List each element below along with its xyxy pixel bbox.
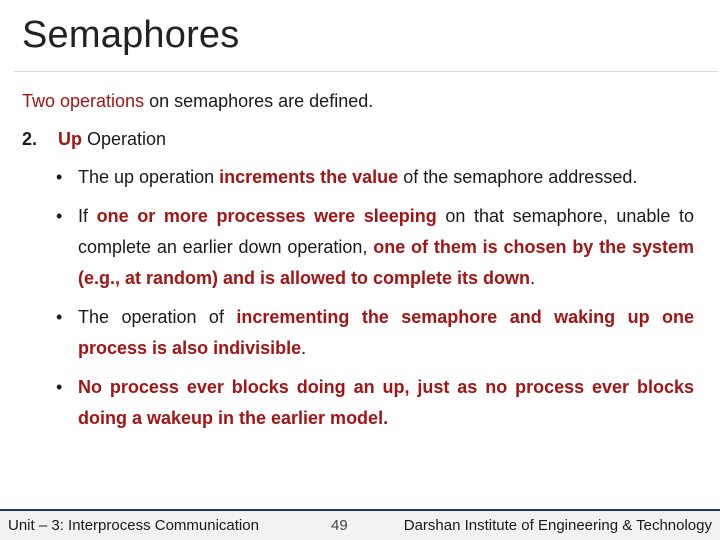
footer-bar — [0, 509, 720, 540]
footer-page-number: 49 — [331, 517, 348, 534]
slide-title: Semaphores — [22, 14, 240, 56]
highlighted-text: increments the value — [219, 167, 399, 187]
footer-unit: Unit – 3: Interprocess Communication — [8, 517, 259, 534]
numbered-item — [22, 124, 694, 154]
title-divider — [14, 71, 718, 72]
body-text: on that semaphore, unable to complete an earlier down operation, — [78, 206, 694, 257]
bullet-dot: • — [56, 206, 63, 226]
bullet-dot: • — [56, 377, 63, 397]
body-text: . — [301, 338, 307, 358]
highlighted-text: incrementing the semaphore and waking up one process is also indivisible — [78, 307, 694, 358]
bullet-item — [22, 372, 694, 434]
bullet-list — [22, 162, 694, 434]
bullet-dot: • — [56, 307, 63, 327]
bullet-item — [22, 201, 694, 294]
bullet-dot: • — [56, 167, 63, 187]
bullet-item — [22, 162, 694, 193]
footer-institute: Darshan Institute of Engineering & Technology — [403, 517, 712, 534]
item-keyword: Up — [58, 129, 82, 149]
intro-highlight: Two operations — [22, 91, 145, 111]
bullet-item — [22, 302, 694, 364]
body-text: If — [78, 206, 97, 226]
slide-content — [22, 86, 694, 442]
highlighted-text: one of them is chosen by the system (e.g., at random) and is allowed to complete its down — [78, 237, 694, 288]
intro-rest: on semaphores are defined. — [144, 91, 374, 111]
body-text: The up operation — [78, 167, 220, 187]
body-text: . — [530, 268, 536, 288]
body-text: of the semaphore addressed. — [398, 167, 638, 187]
item-number: 2. — [22, 129, 38, 149]
body-text: The operation of — [78, 307, 237, 327]
highlighted-text: No process ever blocks doing an up, just as no process ever blocks doing a wakeup in the earlier model. — [78, 377, 694, 428]
intro-line — [22, 86, 694, 116]
highlighted-text: one or more processes were sleeping — [96, 206, 437, 226]
item-rest: Operation — [82, 129, 167, 149]
